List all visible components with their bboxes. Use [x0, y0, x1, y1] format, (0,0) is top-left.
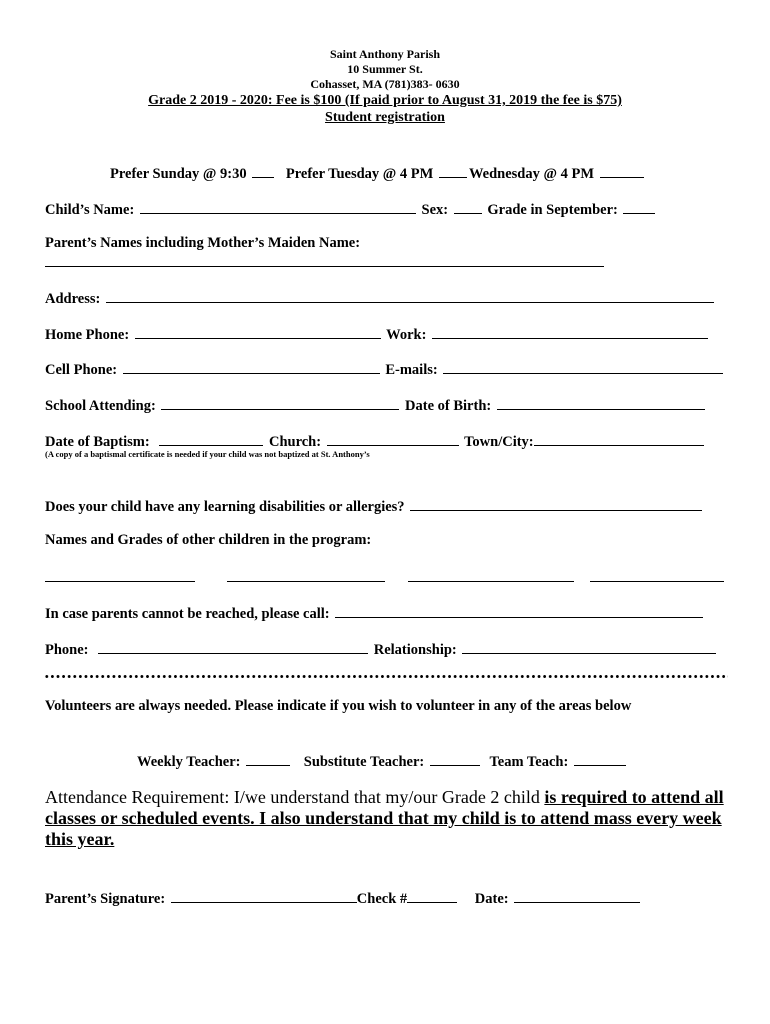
- emergency-phone-row: [45, 639, 718, 659]
- parents-names-field[interactable]: [45, 266, 604, 267]
- parent-signature-field[interactable]: [171, 888, 357, 903]
- church-field[interactable]: [327, 431, 459, 446]
- check-number-field[interactable]: [407, 888, 457, 903]
- check-label: Check #: [356, 891, 408, 907]
- cell-phone-field[interactable]: [123, 359, 380, 374]
- grade-sept-label: Grade in September:: [487, 202, 618, 218]
- relationship-field[interactable]: [462, 639, 716, 654]
- cell-phone-label: Cell Phone:: [45, 362, 118, 378]
- attendance-requirement: [45, 787, 725, 850]
- parish-street: 10 Summer St.: [347, 62, 423, 76]
- volunteer-options: [137, 751, 628, 771]
- parish-city-phone: Cohasset, MA (781)383- 0630: [310, 77, 460, 91]
- work-label: Work:: [386, 327, 427, 343]
- address-row: [45, 288, 716, 308]
- weekly-teacher-label: Weekly Teacher:: [137, 754, 241, 770]
- town-label: Town/City:: [464, 434, 534, 450]
- church-label: Church:: [268, 434, 322, 450]
- home-phone-field[interactable]: [135, 324, 381, 339]
- team-teach-field[interactable]: [574, 751, 626, 766]
- form-title: Student registration: [325, 110, 445, 125]
- parish-name: Saint Anthony Parish: [329, 47, 441, 61]
- work-phone-field[interactable]: [432, 324, 708, 339]
- dob-field[interactable]: [497, 395, 705, 410]
- parents-names-label: Parent’s Names including Mother’s Maiden Name:: [45, 235, 361, 251]
- parent-signature-label: Parent’s Signature:: [45, 891, 166, 907]
- emergency-phone-field[interactable]: [98, 639, 368, 654]
- date-label: Date:: [474, 891, 509, 907]
- emails-field[interactable]: [443, 359, 723, 374]
- attendance-lead: Attendance Requirement: I/we understand that my/our Grade 2 child: [45, 787, 545, 807]
- emails-label: E-mails:: [385, 362, 438, 378]
- grade-fee-line: Grade 2 2019 - 2020: Fee is $100 (If paid prior to August 31, 2019 the fee is $75): [148, 93, 622, 108]
- other-children-label: Names and Grades of other children in the program:: [45, 532, 372, 548]
- session-preferences: [110, 163, 646, 183]
- phone-row: [45, 324, 710, 344]
- emergency-phone-label: Phone:: [45, 642, 89, 658]
- town-field[interactable]: [534, 431, 704, 446]
- team-teach-label: Team Teach:: [489, 754, 569, 770]
- sex-label: Sex:: [421, 202, 449, 218]
- dotted-divider: [44, 674, 728, 679]
- other-child-1-field[interactable]: [45, 581, 195, 582]
- address-field[interactable]: [106, 288, 714, 303]
- volunteers-intro: Volunteers are always needed. Please indicate if you wish to volunteer in any of the areas below: [45, 698, 632, 714]
- child-name-field[interactable]: [140, 199, 416, 214]
- emergency-field[interactable]: [335, 603, 703, 618]
- other-child-2-field[interactable]: [227, 581, 385, 582]
- child-name-row: [45, 199, 657, 219]
- pref-sunday-blank[interactable]: [252, 163, 274, 178]
- emergency-label: In case parents cannot be reached, please call:: [45, 606, 330, 622]
- date-field[interactable]: [514, 888, 640, 903]
- emergency-row: [45, 603, 705, 623]
- substitute-teacher-field[interactable]: [430, 751, 480, 766]
- school-field[interactable]: [161, 395, 399, 410]
- disabilities-field[interactable]: [410, 496, 702, 511]
- substitute-teacher-label: Substitute Teacher:: [303, 754, 425, 770]
- other-child-3-field[interactable]: [408, 581, 574, 582]
- school-label: School Attending:: [45, 398, 156, 414]
- baptism-note: (A copy of a baptismal certificate is needed if your child was not baptized at St. Anthony’s: [45, 449, 370, 459]
- pref-wednesday-blank[interactable]: [600, 163, 644, 178]
- sex-field[interactable]: [454, 199, 482, 214]
- baptism-date-field[interactable]: [159, 431, 263, 446]
- cell-email-row: [45, 359, 725, 379]
- child-name-label: Child’s Name:: [45, 202, 135, 218]
- pref-sunday-label: Prefer Sunday @ 9:30: [110, 166, 247, 182]
- home-phone-label: Home Phone:: [45, 327, 130, 343]
- baptism-row: [45, 431, 706, 451]
- pref-wednesday-label: Wednesday @ 4 PM: [468, 166, 595, 182]
- pref-tuesday-blank[interactable]: [439, 163, 467, 178]
- dob-label: Date of Birth:: [405, 398, 492, 414]
- disabilities-row: [45, 496, 704, 516]
- address-label: Address:: [45, 291, 101, 307]
- relationship-label: Relationship:: [373, 642, 457, 658]
- other-child-4-field[interactable]: [590, 581, 724, 582]
- grade-sept-field[interactable]: [623, 199, 655, 214]
- pref-tuesday-label: Prefer Tuesday @ 4 PM: [285, 166, 434, 182]
- disabilities-label: Does your child have any learning disabilities or allergies?: [45, 499, 405, 515]
- attendance-emphasis: is required to attend all classes or scheduled events. I also understand that my child is to attend mass every week this year.: [45, 787, 724, 849]
- weekly-teacher-field[interactable]: [246, 751, 290, 766]
- school-dob-row: [45, 395, 707, 415]
- signature-row: [45, 888, 642, 908]
- baptism-date-label: Date of Baptism:: [45, 434, 150, 450]
